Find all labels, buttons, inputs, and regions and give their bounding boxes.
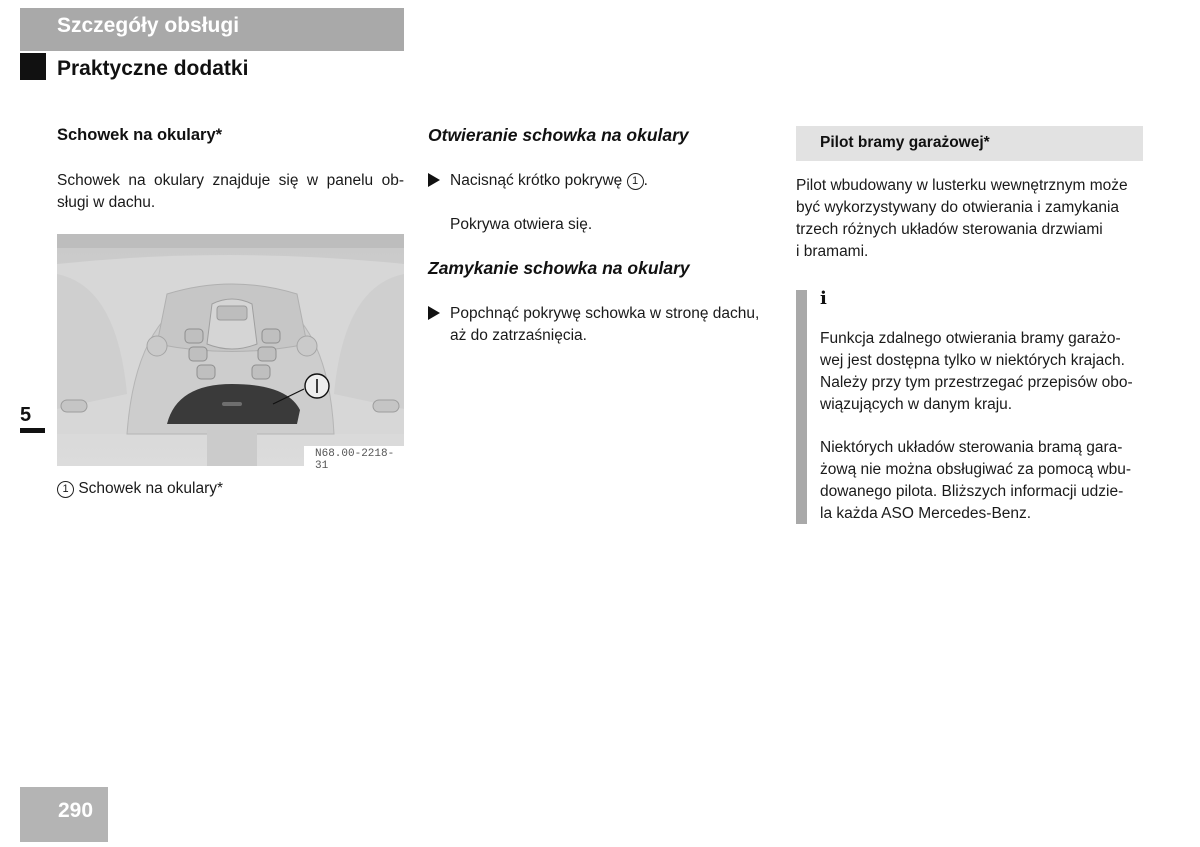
step-arrow-icon — [428, 306, 440, 320]
closing-heading: Zamykanie schowka na okulary — [428, 258, 690, 278]
closing-step-text — [428, 303, 780, 347]
glasses-compartment-description — [57, 170, 404, 214]
note-line: Funkcja zdalnego otwierania bramy garażo- — [820, 330, 1121, 347]
description-line: Schowek na okulary znajduje się w panelu ob- — [57, 172, 404, 189]
overhead-panel-illustration — [57, 234, 404, 472]
glasses-compartment-heading: Schowek na okulary* — [57, 126, 223, 144]
info-note-2 — [820, 437, 1146, 525]
chapter-number: 5 — [20, 404, 32, 426]
intro-line: Pilot wbudowany w lusterku wewnętrznym może — [796, 177, 1128, 194]
step-text: Nacisnąć krótko pokrywę — [450, 172, 623, 189]
circled-number-1: 1 — [57, 481, 74, 498]
page-number: 290 — [20, 787, 108, 842]
info-icon: i — [820, 288, 827, 309]
intro-line: i bramami. — [796, 243, 869, 260]
info-note-bar — [796, 290, 807, 524]
opening-result: Pokrywa otwiera się. — [450, 216, 593, 233]
caption-text: Schowek na okulary* — [78, 480, 224, 497]
chapter-bar — [20, 428, 45, 433]
garage-remote-heading: Pilot bramy garażowej* — [796, 126, 1143, 161]
circled-number-1: 1 — [627, 173, 644, 190]
section-marker-square — [20, 53, 46, 80]
opening-heading: Otwieranie schowka na okulary — [428, 125, 689, 145]
note-line: Niektórych układów sterowania bramą gara- — [820, 439, 1123, 456]
section-header: Szczegóły obsługi — [20, 8, 404, 51]
description-line: sługi w dachu. — [57, 194, 156, 211]
intro-line: trzech różnych układów sterowania drzwiami — [796, 221, 1103, 238]
step-line: Popchnąć pokrywę schowka w stronę dachu, — [450, 305, 760, 322]
page-title: Praktyczne dodatki — [57, 57, 249, 80]
note-line: la każda ASO Mercedes-Benz. — [820, 505, 1032, 522]
step-end: . — [643, 172, 648, 189]
opening-step-text — [428, 170, 648, 192]
info-note-1 — [820, 328, 1146, 416]
image-code: N68.00-2218-31 — [315, 448, 395, 472]
step-line: aż do zatrzaśnięcia. — [450, 327, 587, 344]
intro-line: być wykorzystywany do otwierania i zamykania — [796, 199, 1120, 216]
closing-step — [428, 303, 780, 347]
overhead-panel-drawing — [57, 234, 404, 466]
opening-step — [428, 170, 778, 192]
note-line: wiązujących w danym kraju. — [820, 396, 1013, 413]
note-line: Należy przy tym przestrzegać przepisów obo- — [820, 374, 1133, 391]
note-line: żową nie można obsługiwać za pomocą wbu- — [820, 461, 1132, 478]
note-line: dowanego pilota. Bliższych informacji udzie- — [820, 483, 1124, 500]
garage-remote-intro — [796, 175, 1146, 263]
note-line: wej jest dostępna tylko w niektórych krajach. — [820, 352, 1125, 369]
figure-caption — [57, 478, 223, 500]
